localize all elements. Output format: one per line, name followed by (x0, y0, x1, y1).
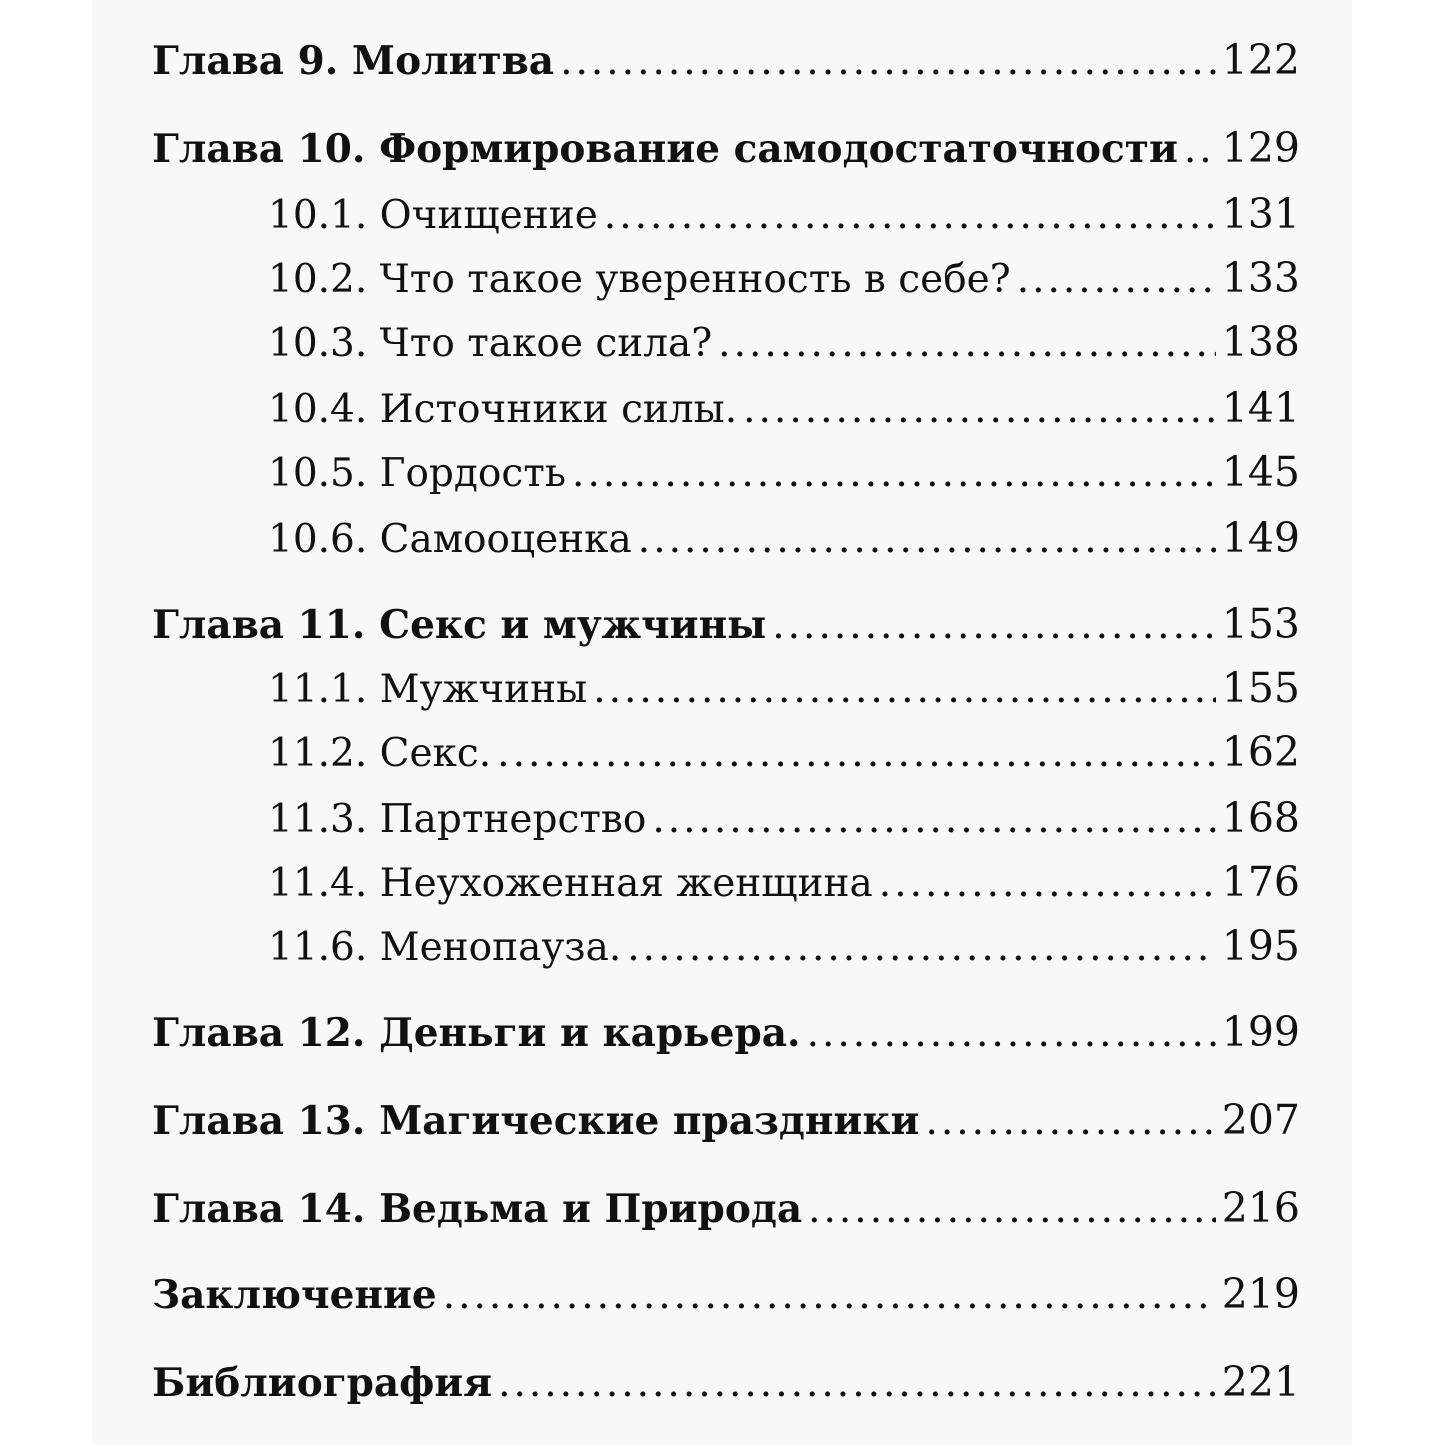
toc-entry-title: 10.4. Источники силы. (268, 387, 738, 432)
dot-leader (498, 1356, 1216, 1412)
toc-entry-title: 10.3. Что такое сила? (268, 321, 713, 366)
toc-section-10-4 (268, 380, 1300, 436)
toc-entry-title: 11.6. Менопауза. (268, 925, 622, 970)
toc-entry-title: 11.2. Секс. (268, 731, 492, 776)
dot-leader (593, 662, 1216, 718)
dot-leader (638, 512, 1216, 568)
toc-entry-page: 219 (1221, 1270, 1300, 1318)
toc-section-10-5 (268, 444, 1300, 500)
dot-leader (743, 382, 1216, 438)
dot-leader (772, 598, 1215, 654)
toc-bibliography (152, 1354, 1300, 1410)
toc-chapter-9 (152, 32, 1300, 88)
dot-leader (497, 726, 1216, 782)
dot-leader (807, 1006, 1216, 1062)
dot-leader (1017, 252, 1216, 308)
dot-leader (1184, 122, 1216, 178)
toc-entry-title: 11.3. Партнерство (268, 797, 647, 842)
toc-entry-page: 207 (1221, 1096, 1300, 1144)
toc-entry-page: 153 (1221, 600, 1300, 648)
toc-entry-title: 10.5. Гордость (268, 451, 567, 496)
toc-section-11-3 (268, 790, 1300, 846)
toc-entry-page: 138 (1221, 318, 1300, 366)
book-page (92, 0, 1352, 1445)
toc-entry-page: 145 (1221, 448, 1300, 496)
dot-leader (808, 1182, 1216, 1238)
dot-leader (560, 34, 1216, 90)
table-of-contents (92, 0, 1352, 1445)
toc-section-11-6 (268, 918, 1300, 974)
toc-section-10-2 (268, 250, 1300, 306)
toc-chapter-10 (152, 120, 1300, 176)
dot-leader (443, 1268, 1216, 1324)
toc-entry-page: 168 (1221, 794, 1300, 842)
toc-entry-title: Глава 11. Секс и мужчины (152, 602, 767, 648)
toc-entry-title: 10.1. Очищение (268, 193, 598, 238)
toc-section-10-1 (268, 186, 1300, 242)
toc-entry-title: Заключение (152, 1272, 437, 1318)
toc-entry-page: 141 (1221, 384, 1300, 432)
toc-section-10-3 (268, 314, 1300, 370)
toc-entry-page: 176 (1221, 858, 1300, 906)
dot-leader (925, 1094, 1215, 1150)
toc-entry-title: 11.4. Неухоженная женщина (268, 861, 873, 906)
dot-leader (652, 792, 1215, 848)
toc-entry-title: Библиография (152, 1360, 493, 1406)
toc-chapter-12 (152, 1004, 1300, 1060)
toc-entry-title: 11.1. Мужчины (268, 667, 588, 712)
toc-entry-page: 195 (1221, 922, 1300, 970)
toc-entry-title: Глава 9. Молитва (152, 38, 555, 84)
dot-leader (627, 920, 1216, 976)
toc-entry-page: 216 (1221, 1184, 1300, 1232)
toc-section-11-1 (268, 660, 1300, 716)
dot-leader (718, 316, 1216, 372)
toc-entry-page: 221 (1221, 1358, 1300, 1406)
toc-entry-page: 155 (1221, 664, 1300, 712)
toc-entry-title: 10.6. Самооценка (268, 517, 632, 562)
toc-section-11-4 (268, 854, 1300, 910)
toc-entry-title: Глава 13. Магические праздники (152, 1098, 920, 1144)
dot-leader (604, 188, 1216, 244)
toc-entry-page: 131 (1221, 190, 1300, 238)
toc-chapter-13 (152, 1092, 1300, 1148)
toc-conclusion (152, 1266, 1300, 1322)
toc-entry-title: Глава 10. Формирование самодостаточности (152, 126, 1178, 172)
toc-entry-page: 133 (1221, 254, 1300, 302)
toc-entry-page: 149 (1221, 514, 1300, 562)
toc-entry-title: Глава 14. Ведьма и Природа (152, 1186, 803, 1232)
toc-section-10-6 (268, 510, 1300, 566)
dot-leader (572, 446, 1216, 502)
toc-entry-page: 162 (1221, 728, 1300, 776)
toc-entry-page: 122 (1221, 36, 1300, 84)
toc-entry-page: 129 (1221, 124, 1300, 172)
toc-section-11-2 (268, 724, 1300, 780)
toc-entry-title: 10.2. Что такое уверенность в себе? (268, 257, 1011, 302)
toc-entry-title: Глава 12. Деньги и карьера. (152, 1010, 801, 1056)
toc-entry-page: 199 (1221, 1008, 1300, 1056)
toc-chapter-11 (152, 596, 1300, 652)
toc-chapter-14 (152, 1180, 1300, 1236)
dot-leader (879, 856, 1216, 912)
